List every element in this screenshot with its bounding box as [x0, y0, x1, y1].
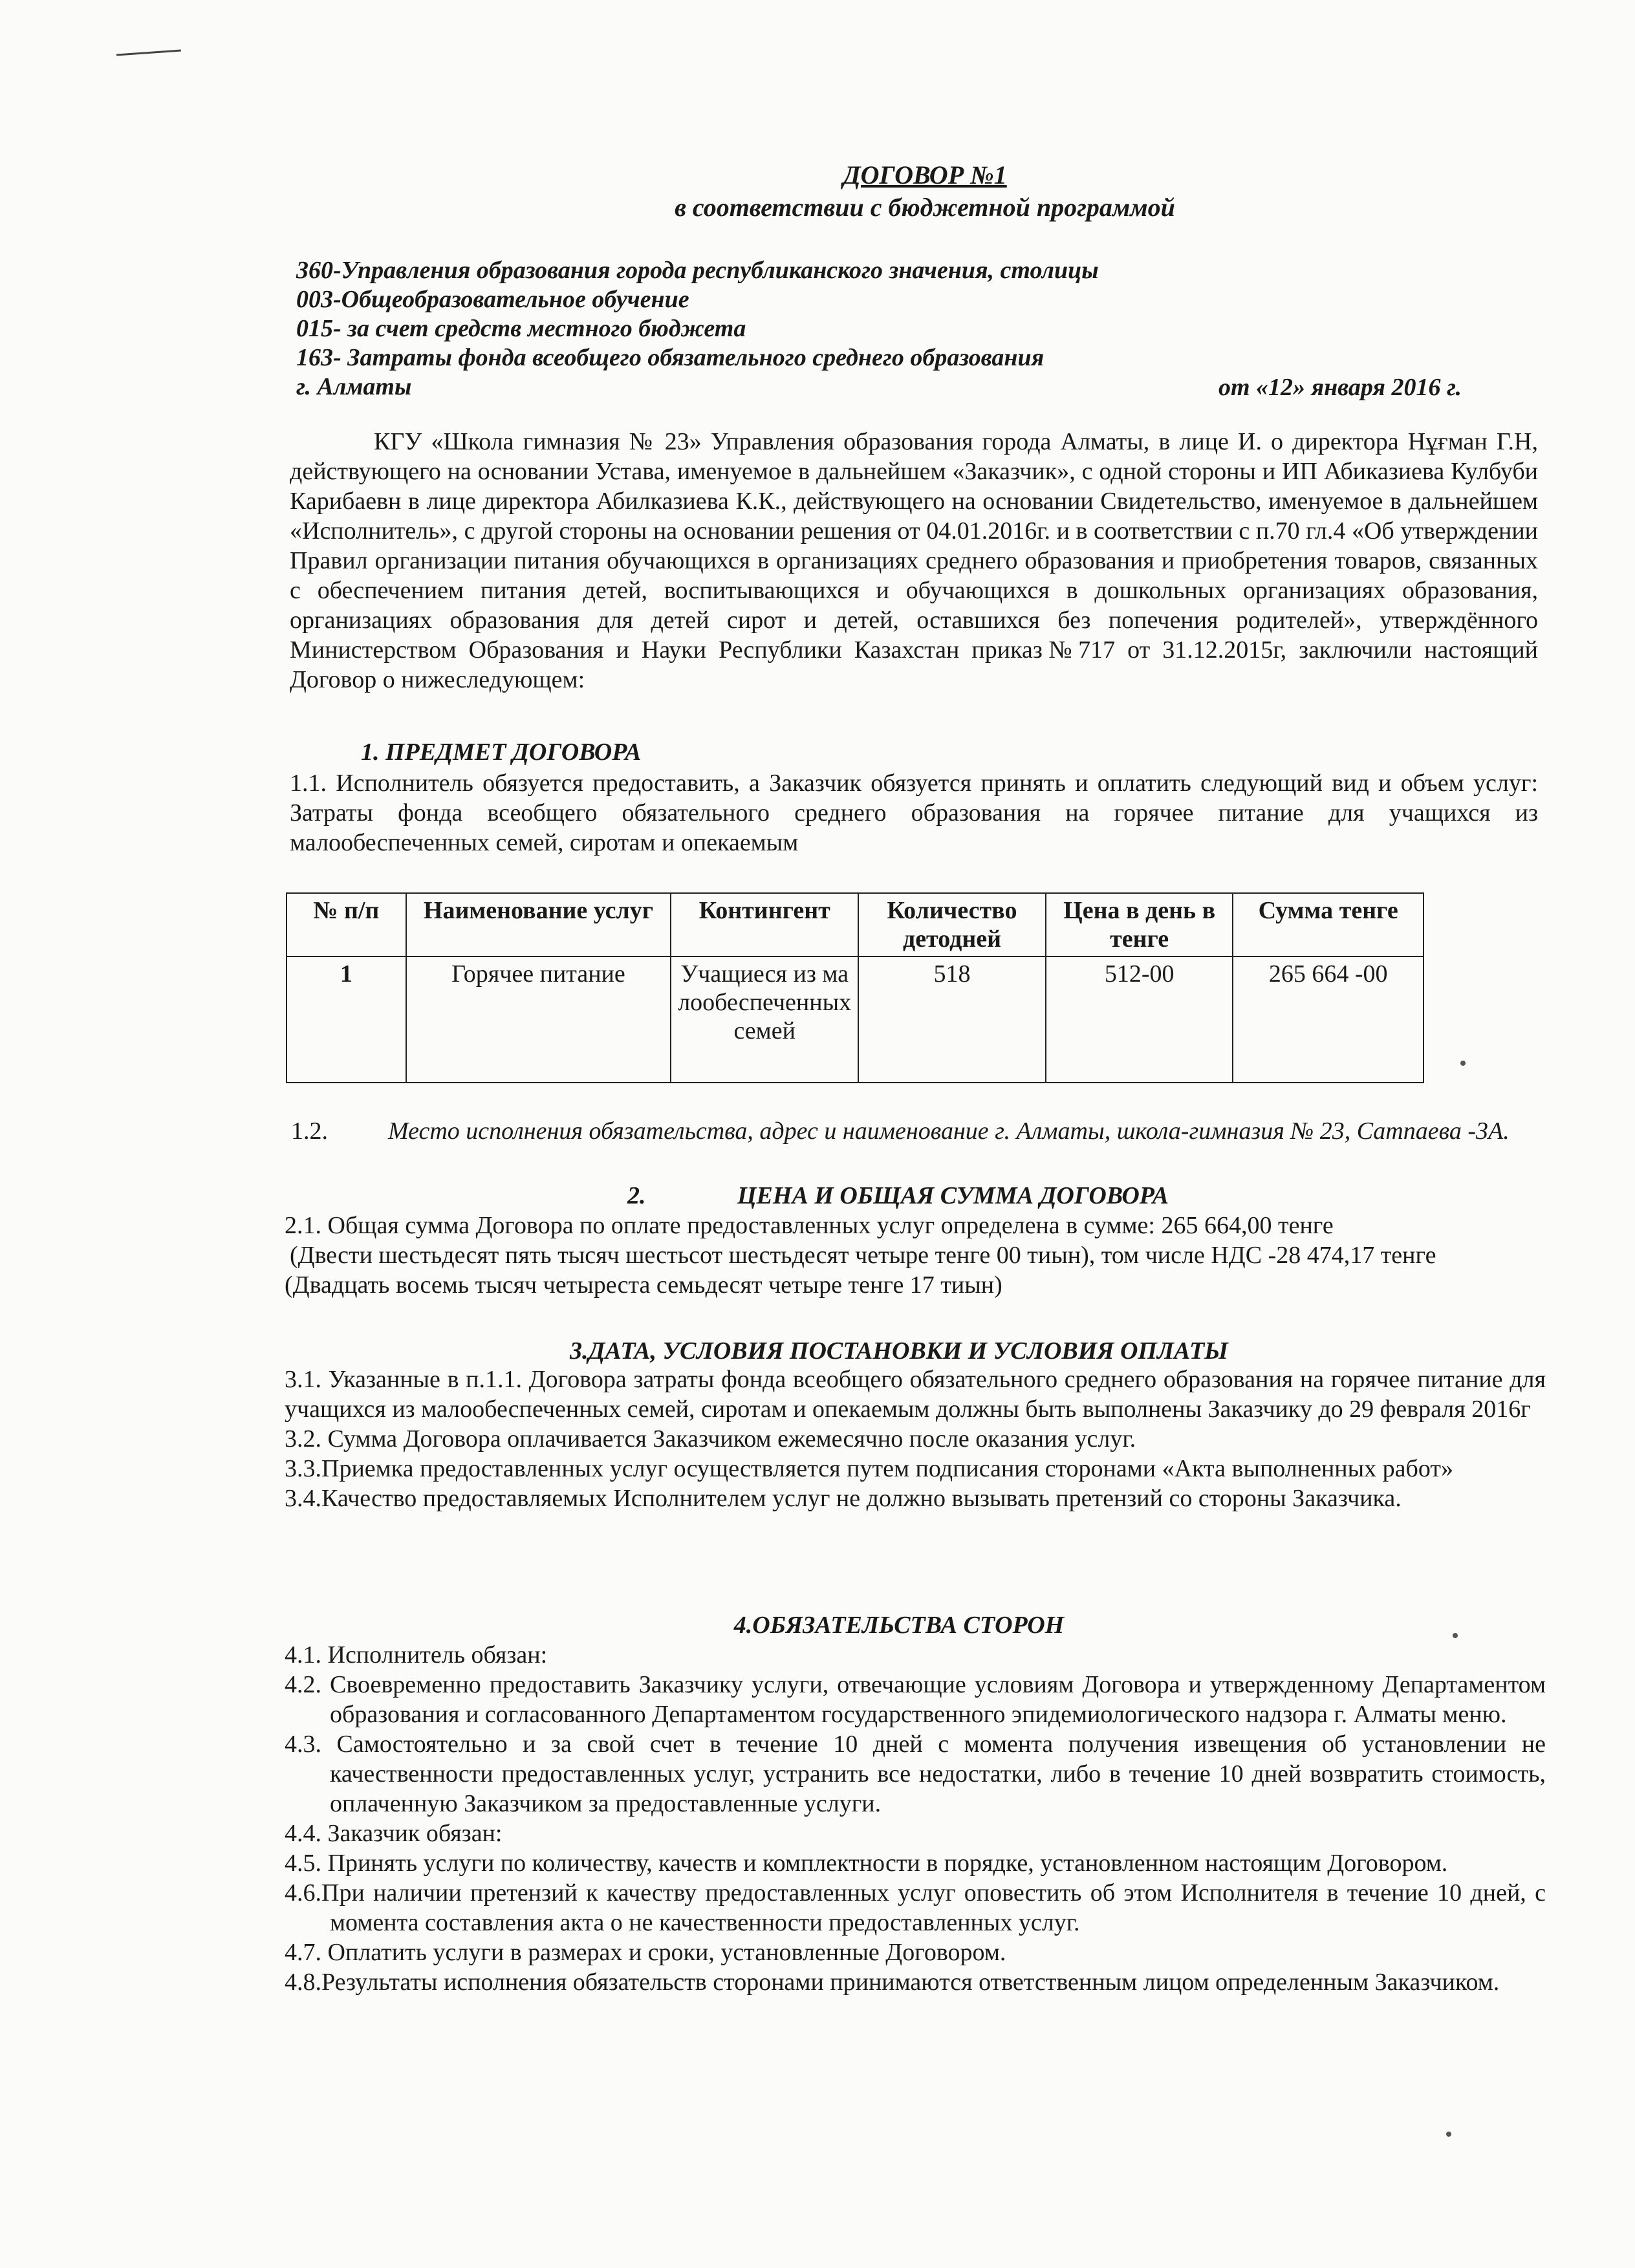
- col-header: Сумма тенге: [1233, 893, 1424, 956]
- section4-heading: 4.ОБЯЗАТЕЛЬСТВА СТОРОН: [733, 1612, 1065, 1639]
- table-cell: Горячее питание: [406, 956, 671, 1083]
- clause-3-1: 3.1. Указанные в п.1.1. Договора затраты фонда всеобщего обязательного среднего образования на горячее питание для учащихся из малообеспеченных семей, сиротам и опекаемым должны быть выполнены Заказчику до 29 февраля 2016г: [285, 1366, 1546, 1423]
- preamble: КГУ «Школа гимназия № 23» Управления образования города Алматы, в лице И. о директора Нұғман Г.Н, действующего на основании Устава, именуемое в дальнейшем «Заказчик», с одной стороны и ИП Абиказиева Кулбуби Карибаевн в лице директора Абилказиева К.К., действующего на основании Свидетельство, именуемое в дальнейшем «Исполнитель», с другой стороны на основании решения от 04.01.2016г. и в соответствии с п.70 гл.4 «Об утверждении Правил организации питания обучающихся в организациях среднего образования и приобретения товаров, связанных с обеспечением питания детей, воспитывающихся и обучающихся в дошкольных организациях образования, организациях образования для детей сирот и детей, оставшихся без попечения родителей», утверждённого Министерством Образования и Науки Республики Казахстан приказ№717 от 31.12.2015г, заключили настоящий Договор о нижеследующем:: [290, 428, 1538, 693]
- table-cell: 265 664 -00: [1233, 956, 1424, 1083]
- clause-2-1-words: (Двести шестьдесят пять тысяч шестьсот шестьдесят четыре тенге 00 тиын), том числе НДС -28 474,17 тенге: [290, 1242, 1436, 1269]
- table-cell: Учащиеся из малообеспеченных семей: [671, 956, 858, 1083]
- col-header: Наименование услуг: [406, 893, 671, 956]
- section2-heading: ЦЕНА И ОБЩАЯ СУММА ДОГОВОРА: [737, 1182, 1169, 1209]
- col-header: Количество детодней: [858, 893, 1046, 956]
- section3-heading: 3.ДАТА, УСЛОВИЯ ПОСТАНОВКИ И УСЛОВИЯ ОПЛАТЫ: [570, 1337, 1228, 1365]
- services-table: [286, 892, 1424, 1083]
- clause-4-1: 4.1. Исполнитель обязан:: [285, 1641, 548, 1669]
- scan-mark: [116, 50, 181, 56]
- document-subtitle: в соответствии с бюджетной программой: [675, 193, 1175, 222]
- table-cell: 518: [858, 956, 1046, 1083]
- clause-3-4: 3.4.Качество предоставляемых Исполнителем услуг не должно вызывать претензий со стороны Заказчика.: [285, 1485, 1402, 1512]
- clause-3-3: 3.3.Приемка предоставленных услуг осуществляется путем подписания сторонами «Акта выполненных работ»: [285, 1455, 1453, 1482]
- clause-4-3: 4.3. Самостоятельно и за свой счет в течение 10 дней с момента получения извещения об установлении не качественности предоставленных услуг, устранить все недостатки, либо в течение 10 дней возвратить стоимость, оплаченную Заказчиком за предоставленные услуги.: [285, 1731, 1546, 1817]
- table-cell: 512-00: [1046, 956, 1233, 1083]
- clause-1-2: Место исполнения обязательства, адрес и наименование г. Алматы, школа-гимназия № 23, Сатпаева -3А.: [388, 1118, 1510, 1145]
- clause-2-1-vat: (Двадцать восемь тысяч четыреста семьдесят четыре тенге 17 тиын): [285, 1271, 1002, 1299]
- clause-4-2: 4.2. Своевременно предоставить Заказчику услуги, отвечающие условиям Договора и утвержденному Департаментом образования и согласованного Департаментом государственного эпидемиологического надзора г. Алматы меню.: [285, 1671, 1546, 1728]
- program-line: 163- Затраты фонда всеобщего обязательного среднего образования: [296, 344, 1045, 371]
- clause-1-2-number: 1.2.: [291, 1118, 328, 1145]
- scan-speck: [1453, 1633, 1458, 1638]
- col-header: Контингент: [671, 893, 858, 956]
- program-line: 360-Управления образования города республиканского значения, столицы: [296, 257, 1099, 284]
- scan-speck: [1460, 1061, 1466, 1066]
- clause-4-4: 4.4. Заказчик обязан:: [285, 1820, 503, 1847]
- table-header-row: [287, 893, 1424, 956]
- clause-2-1: 2.1. Общая сумма Договора по оплате предоставленных услуг определена в сумме: 265 664,00 тенге: [285, 1212, 1334, 1239]
- clause-4-8: 4.8.Результаты исполнения обязательств сторонами принимаются ответственным лицом определенным Заказчиком.: [285, 1969, 1500, 1996]
- col-header: Цена в день в тенге: [1046, 893, 1233, 956]
- clause-1-1: 1.1. Исполнитель обязуется предоставить, а Заказчик обязуется принять и оплатить следующий вид и объем услуг: Затраты фонда всеобщего обязательного среднего образования на горячее питание для учащихся из малообеспеченных семей, сиротам и опекаемым: [290, 770, 1538, 856]
- scan-speck: [1446, 2132, 1451, 2137]
- section1-heading: 1. ПРЕДМЕТ ДОГОВОРА: [361, 739, 642, 766]
- table-row: [287, 956, 1424, 1083]
- clause-4-7: 4.7. Оплатить услуги в размерах и сроки, установленные Договором.: [285, 1939, 1006, 1966]
- section2-number: 2.: [627, 1182, 646, 1209]
- table-cell: 1: [287, 956, 406, 1083]
- document-title: ДОГОВОР №1: [843, 160, 1007, 189]
- clause-3-2: 3.2. Сумма Договора оплачивается Заказчиком ежемесячно после оказания услуг.: [285, 1425, 1136, 1453]
- contract-date: от «12» января 2016 г.: [1218, 374, 1462, 401]
- col-header: № п/п: [287, 893, 406, 956]
- clause-4-5: 4.5. Принять услуги по количеству, качеств и комплектности в порядке, установленном настоящим Договором.: [285, 1850, 1448, 1877]
- program-line: 015- за счет средств местного бюджета: [296, 315, 746, 342]
- city: г. Алматы: [296, 373, 412, 400]
- program-line: 003-Общеобразовательное обучение: [296, 286, 689, 313]
- clause-4-6: 4.6.При наличии претензий к качеству предоставленных услуг оповестить об этом Исполнителя в течение 10 дней, с момента составления акта о не качественности предоставленных услуг.: [285, 1879, 1546, 1936]
